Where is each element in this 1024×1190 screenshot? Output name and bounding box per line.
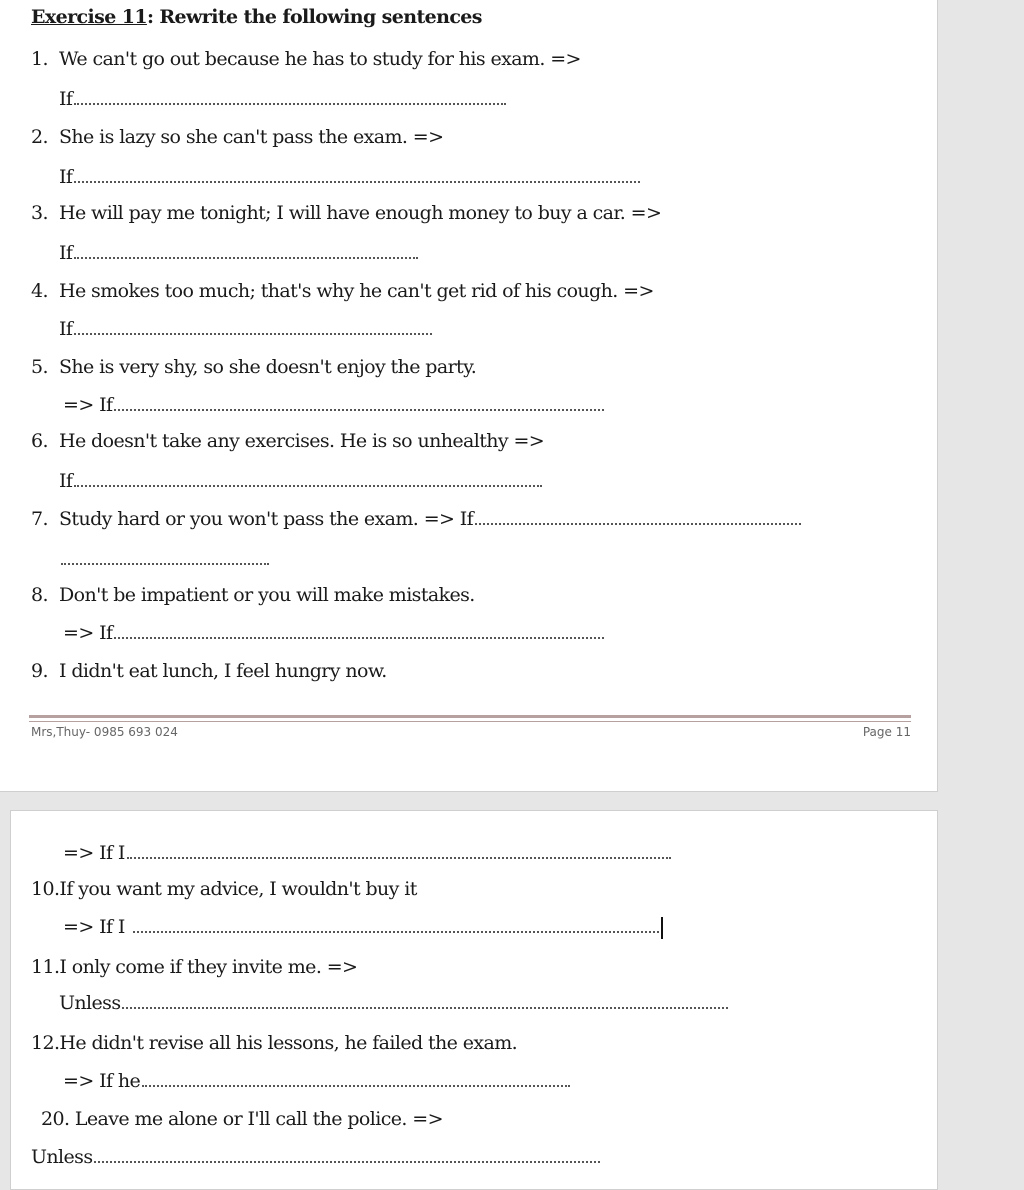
exercise-item — [31, 355, 476, 379]
item-number: 9. — [31, 660, 48, 682]
exercise-item — [31, 429, 544, 453]
answer-blank[interactable] — [142, 1081, 570, 1087]
item-text: I didn't eat lunch, I feel hungry now. — [59, 660, 387, 682]
exercise-item — [31, 659, 387, 683]
answer-blank[interactable] — [133, 927, 659, 933]
answer-line[interactable] — [31, 1145, 600, 1169]
footer-page-number: Page 11 — [862, 725, 911, 739]
answer-line[interactable] — [59, 317, 432, 341]
exercise-item — [31, 583, 475, 607]
answer-line[interactable] — [63, 841, 671, 865]
item-number: 4. — [31, 280, 48, 302]
answer-line[interactable] — [59, 87, 506, 111]
item-text: He smokes too much; that's why he can't get rid of his cough. => — [59, 280, 654, 302]
exercise-item — [41, 1107, 443, 1131]
exercise-item — [31, 877, 417, 901]
exercise-item — [31, 201, 661, 225]
exercise-title-label: Exercise 11 — [31, 6, 147, 28]
answer-prefix: => If I — [63, 842, 125, 864]
answer-blank[interactable] — [61, 559, 269, 565]
answer-line[interactable] — [63, 621, 604, 645]
answer-blank[interactable] — [127, 853, 671, 859]
answer-prefix: If — [59, 318, 73, 340]
item-text: Study hard or you won't pass the exam. => If — [59, 508, 474, 530]
exercise-item[interactable] — [31, 507, 801, 531]
item-number: 5. — [31, 356, 48, 378]
answer-blank[interactable] — [74, 253, 418, 259]
item-number: 11. — [31, 956, 60, 978]
exercise-item — [31, 125, 443, 149]
item-number: 3. — [31, 202, 48, 224]
item-text: She is very shy, so she doesn't enjoy the party. — [59, 356, 477, 378]
answer-blank[interactable] — [74, 481, 542, 487]
exercise-item — [31, 955, 357, 979]
answer-line[interactable] — [63, 393, 604, 417]
item-text: Don't be impatient or you will make mistakes. — [59, 584, 475, 606]
answer-line-continuation[interactable] — [59, 547, 269, 571]
answer-blank[interactable] — [74, 177, 640, 183]
exercise-item — [31, 47, 581, 71]
exercise-title — [31, 5, 482, 29]
answer-prefix: Unless — [59, 992, 121, 1014]
item-text: If you want my advice, I wouldn't buy it — [59, 878, 417, 900]
answer-line[interactable] — [59, 241, 418, 265]
item-number: 10. — [31, 878, 60, 900]
answer-prefix: If — [59, 166, 73, 188]
exercise-title-rest: : Rewrite the following sentences — [146, 6, 482, 28]
item-number: 20. — [41, 1108, 70, 1130]
exercise-item — [31, 1031, 517, 1055]
answer-blank[interactable] — [122, 1003, 728, 1009]
answer-line[interactable] — [59, 165, 640, 189]
footer-divider — [29, 715, 911, 718]
answer-line[interactable] — [59, 469, 542, 493]
item-text: She is lazy so she can't pass the exam. => — [59, 126, 444, 148]
item-text: He doesn't take any exercises. He is so unhealthy => — [59, 430, 545, 452]
item-number: 7. — [31, 508, 48, 530]
answer-line[interactable] — [63, 1069, 570, 1093]
answer-blank[interactable] — [74, 329, 432, 335]
answer-line[interactable] — [63, 915, 663, 939]
answer-blank[interactable] — [114, 633, 604, 639]
item-text: We can't go out because he has to study for his exam. => — [59, 48, 581, 70]
exercise-item — [31, 279, 654, 303]
item-number: 12. — [31, 1032, 60, 1054]
answer-blank[interactable] — [74, 99, 506, 105]
answer-prefix: If — [59, 242, 73, 264]
item-number: 6. — [31, 430, 48, 452]
item-number: 1. — [31, 48, 48, 70]
answer-prefix: If — [59, 470, 73, 492]
answer-line[interactable] — [59, 991, 728, 1015]
item-text: He will pay me tonight; I will have enough money to buy a car. => — [59, 202, 662, 224]
item-number: 8. — [31, 584, 48, 606]
footer-divider-thin — [29, 721, 911, 722]
item-text: Leave me alone or I'll call the police. => — [74, 1108, 443, 1130]
answer-blank[interactable] — [114, 405, 604, 411]
answer-prefix: => If he — [63, 1070, 141, 1092]
item-number: 2. — [31, 126, 48, 148]
footer-author: Mrs,Thuy- 0985 693 024 — [31, 725, 178, 739]
answer-prefix: => If — [63, 394, 113, 416]
answer-prefix: => If — [63, 622, 113, 644]
answer-blank[interactable] — [94, 1157, 600, 1163]
answer-prefix: Unless — [31, 1146, 93, 1168]
document-page-2 — [10, 810, 938, 1190]
item-text: He didn't revise all his lessons, he failed the exam. — [59, 1032, 518, 1054]
answer-prefix: If — [59, 88, 73, 110]
item-text: I only come if they invite me. => — [59, 956, 358, 978]
answer-blank[interactable] — [475, 519, 801, 525]
answer-prefix: => If I — [63, 916, 125, 938]
text-cursor — [661, 917, 663, 939]
